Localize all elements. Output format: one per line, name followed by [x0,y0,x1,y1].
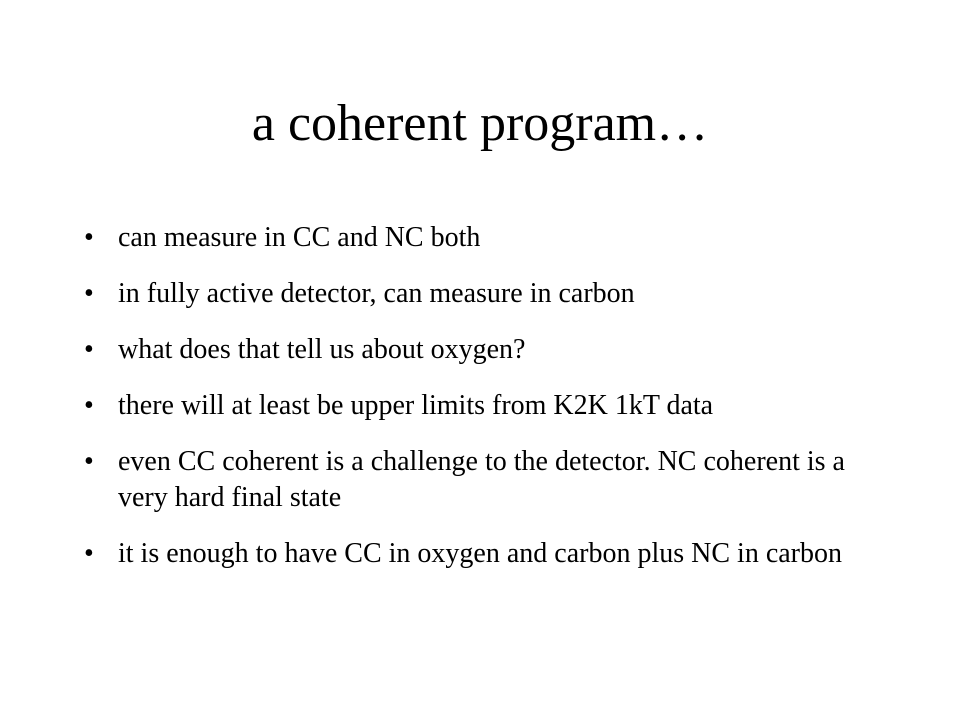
bullet-text: in fully active detector, can measure in carbon [118,278,635,309]
bullet-item [80,536,870,572]
bullet-item [80,332,870,368]
bullet-marker: • [84,222,94,253]
bullet-text: what does that tell us about oxygen? [118,334,526,365]
bullet-item [80,276,870,312]
bullet-list [80,220,870,592]
bullet-marker: • [84,334,94,365]
slide-title: a coherent program… [251,95,709,152]
bullet-text: it is enough to have CC in oxygen and carbon plus NC in carbon [118,538,842,569]
bullet-item [80,220,870,256]
bullet-marker: • [84,538,94,569]
bullet-marker: • [84,446,94,477]
bullet-item [80,388,870,424]
bullet-text: even CC coherent is a challenge to the detector. NC coherent is a very hard final state [118,446,845,513]
bullet-item [80,444,870,516]
bullet-marker: • [84,390,94,421]
bullet-text: can measure in CC and NC both [118,222,481,253]
bullet-marker: • [84,278,94,309]
bullet-text: there will at least be upper limits from K2K 1kT data [118,390,714,421]
